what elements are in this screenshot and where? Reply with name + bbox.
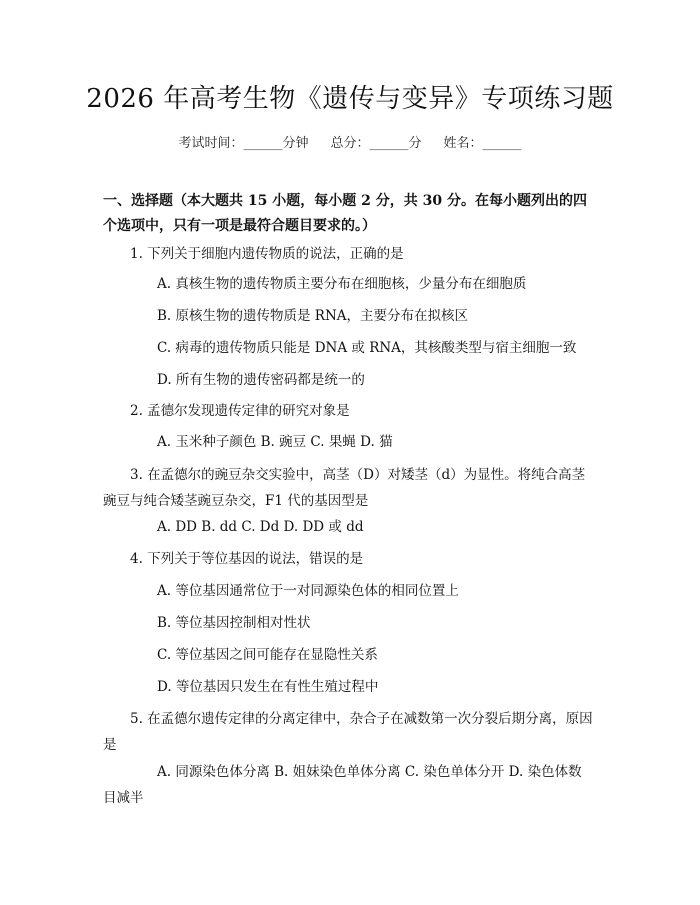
question-5-stem: 5. 在孟德尔遗传定律的分离定律中，杂合子在减数第一次分裂后期分离，原因是 <box>103 711 593 753</box>
question-1-option-b: B. 原核生物的遗传物质是 RNA，主要分布在拟核区 <box>157 308 469 324</box>
exam-meta <box>0 132 700 151</box>
question-1-option-a: A. 真核生物的遗传物质主要分布在细胞核，少量分布在细胞质 <box>157 276 527 292</box>
question-4-option-b: B. 等位基因控制相对性状 <box>157 615 311 631</box>
question-4-option-d: D. 等位基因只发生在有性生殖过程中 <box>157 679 379 695</box>
total-score: 总分：______分 <box>330 136 422 151</box>
question-2-stem: 2. 孟德尔发现遗传定律的研究对象是 <box>130 403 350 419</box>
exam-time: 考试时间：______分钟 <box>178 136 309 151</box>
question-1-option-c: C. 病毒的遗传物质只能是 DNA 或 RNA，其核酸类型与宿主细胞一致 <box>157 340 577 356</box>
page-title: 2026 年高考生物《遗传与变异》专项练习题 <box>86 84 614 114</box>
question-1-option-d: D. 所有生物的遗传密码都是统一的 <box>157 372 365 388</box>
question-5-options: A. 同源染色体分离 B. 姐妹染色单体分离 C. 染色单体分开 D. 染色体数目减半 <box>103 764 582 806</box>
question-3-stem: 3. 在孟德尔的豌豆杂交实验中，高茎（D）对矮茎（d）为显性。将纯合高茎豌豆与纯合矮茎豌豆杂交，F1 代的基因型是 <box>103 467 586 509</box>
question-2-options: A. 玉米种子颜色 B. 豌豆 C. 果蝇 D. 猫 <box>157 434 393 450</box>
question-4-option-a: A. 等位基因通常位于一对同源染色体的相同位置上 <box>157 583 459 599</box>
question-3-options: A. DD B. dd C. Dd D. DD 或 dd <box>157 519 364 535</box>
section-heading: 一、选择题（本大题共 15 小题，每小题 2 分，共 30 分。在每小题列出的四个选项中，只有一项是最符合题目要求的。） <box>103 193 587 234</box>
question-4-stem: 4. 下列关于等位基因的说法，错误的是 <box>130 551 364 567</box>
question-1-stem: 1. 下列关于细胞内遗传物质的说法，正确的是 <box>130 246 404 262</box>
question-4-option-c: C. 等位基因之间可能存在显隐性关系 <box>157 647 378 663</box>
student-name: 姓名：______ <box>443 136 522 151</box>
